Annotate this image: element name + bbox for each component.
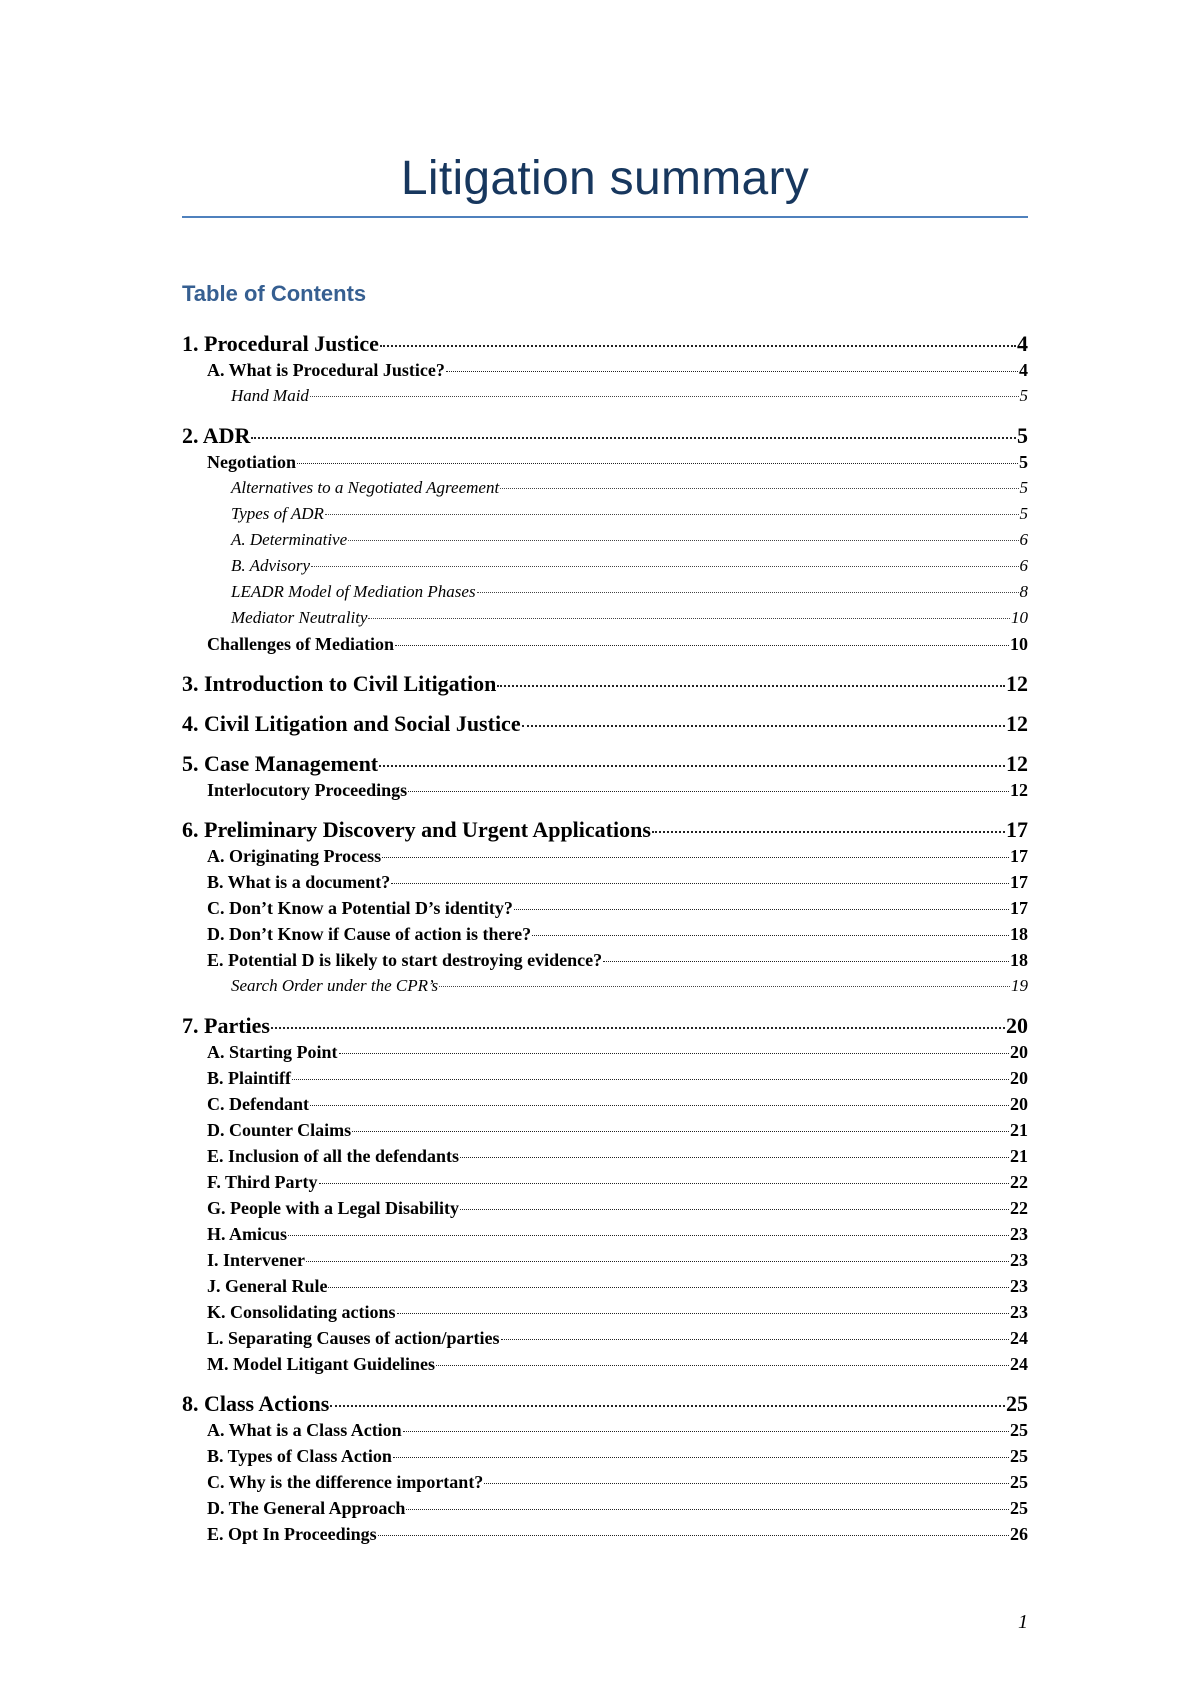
toc-dot-leader [378, 1535, 1009, 1536]
toc-entry[interactable] [182, 579, 1028, 605]
toc-entry[interactable] [182, 605, 1028, 631]
toc-entry-page: 12 [1006, 711, 1028, 736]
toc-entry-page: 19 [1011, 976, 1028, 995]
toc-entry[interactable] [182, 671, 1028, 697]
toc-entry-page: 26 [1010, 1524, 1028, 1544]
toc-entry[interactable] [182, 1195, 1028, 1221]
toc-entry[interactable] [182, 423, 1028, 449]
toc-entry[interactable] [182, 1117, 1028, 1143]
toc-entry[interactable] [182, 947, 1028, 973]
toc-entry-page: 21 [1010, 1120, 1028, 1140]
toc-entry-title: C. Why is the difference important? [207, 1472, 484, 1492]
toc-dot-leader [288, 1235, 1009, 1236]
toc-entry-title: 4. Civil Litigation and Social Justice [182, 711, 521, 736]
toc-entry-title: C. Defendant [207, 1094, 309, 1114]
toc-entry-page: 5 [1017, 423, 1028, 448]
toc-entry-page: 6 [1019, 556, 1028, 575]
toc-entry-title: E. Inclusion of all the defendants [207, 1146, 460, 1166]
toc-entry-page: 17 [1010, 872, 1028, 892]
toc-entry[interactable] [182, 553, 1028, 579]
toc-entry[interactable] [182, 527, 1028, 553]
toc-entry[interactable] [182, 1247, 1028, 1273]
toc-entry-page: 25 [1010, 1472, 1028, 1492]
toc-entry[interactable] [182, 1221, 1028, 1247]
toc-entry-page: 4 [1017, 331, 1028, 356]
toc-entry-page: 23 [1010, 1302, 1028, 1322]
toc-entry[interactable] [182, 501, 1028, 527]
toc-dot-leader [328, 1287, 1009, 1288]
toc-entry-title: 1. Procedural Justice [182, 331, 379, 356]
toc-dot-leader [603, 961, 1009, 962]
toc-entry-title: 7. Parties [182, 1013, 270, 1038]
toc-entry-title: Hand Maid [231, 386, 309, 405]
toc-entry-title: Alternatives to a Negotiated Agreement [231, 478, 500, 497]
toc-entry[interactable] [182, 357, 1028, 383]
toc-entry-title: M. Model Litigant Guidelines [207, 1354, 436, 1374]
toc-entry-page: 5 [1019, 478, 1028, 497]
toc-entry-page: 20 [1010, 1042, 1028, 1062]
toc-entry-title: H. Amicus [207, 1224, 288, 1244]
toc-dot-leader [501, 1339, 1010, 1340]
toc-entry-page: 17 [1006, 817, 1028, 842]
toc-entry-title: Challenges of Mediation [207, 634, 394, 654]
toc-entry-title: J. General Rule [207, 1276, 328, 1296]
toc-entry[interactable] [182, 817, 1028, 843]
toc-dot-leader [522, 725, 1005, 727]
toc-dot-leader [319, 1183, 1009, 1184]
toc-dot-leader [532, 935, 1009, 936]
toc-entry-title: A. What is Procedural Justice? [207, 360, 445, 380]
toc-dot-leader [368, 618, 1010, 619]
toc-entry-title: L. Separating Causes of action/parties [207, 1328, 500, 1348]
toc-entry-title: A. Originating Process [207, 846, 382, 866]
toc-entry-page: 6 [1019, 530, 1028, 549]
toc-dot-leader [460, 1157, 1009, 1158]
page-number: 1 [1018, 1611, 1028, 1633]
toc-dot-leader [393, 1457, 1009, 1458]
toc-entry-title: D. Don’t Know if Cause of action is there? [207, 924, 532, 944]
toc-entry-page: 20 [1010, 1094, 1028, 1114]
toc-dot-leader [460, 1209, 1009, 1210]
toc-entry-page: 25 [1010, 1446, 1028, 1466]
toc-dot-leader [292, 1079, 1009, 1080]
toc-dot-leader [352, 1131, 1009, 1132]
toc-entry[interactable] [182, 1325, 1028, 1351]
toc-entry[interactable] [182, 1299, 1028, 1325]
toc-entry[interactable] [182, 1273, 1028, 1299]
toc-heading: Table of Contents [182, 281, 367, 306]
toc-entry[interactable] [182, 1391, 1028, 1417]
toc-dot-leader [310, 1105, 1009, 1106]
toc-entry[interactable] [182, 777, 1028, 803]
toc-entry-page: 5 [1019, 386, 1028, 405]
toc-entry-title: E. Opt In Proceedings [207, 1524, 377, 1544]
toc-entry-page: 12 [1006, 751, 1028, 776]
toc-dot-leader [379, 765, 1005, 767]
toc-entry-title: D. Counter Claims [207, 1120, 352, 1140]
toc-dot-leader [406, 1509, 1009, 1510]
toc-entry-title: 8. Class Actions [182, 1391, 330, 1416]
toc-entry[interactable] [182, 1169, 1028, 1195]
toc-entry-page: 5 [1019, 452, 1028, 472]
toc-dot-leader [403, 1431, 1009, 1432]
toc-entry-title: A. Starting Point [207, 1042, 338, 1062]
toc-dot-leader [395, 645, 1009, 646]
toc-entry-title: D. The General Approach [207, 1498, 406, 1518]
toc-entry-title: Negotiation [207, 452, 296, 472]
toc-entry[interactable] [182, 1495, 1028, 1521]
toc-entry[interactable] [182, 1143, 1028, 1169]
toc-dot-leader [330, 1405, 1005, 1407]
toc-entry-title: A. What is a Class Action [207, 1420, 402, 1440]
toc-entry-title: 2. ADR [182, 423, 251, 448]
toc-entry-title: Interlocutory Proceedings [207, 780, 408, 800]
document-title: Litigation summary [400, 152, 810, 205]
toc-entry-title: 3. Introduction to Civil Litigation [182, 671, 497, 696]
toc-entry-page: 18 [1010, 924, 1028, 944]
toc-entry[interactable] [182, 631, 1028, 657]
toc-entry[interactable] [182, 843, 1028, 869]
toc-entry-page: 10 [1010, 634, 1028, 654]
toc-entry[interactable] [182, 711, 1028, 737]
toc-dot-leader [382, 857, 1009, 858]
toc-entry-page: 20 [1010, 1068, 1028, 1088]
toc-entry-page: 20 [1006, 1013, 1028, 1038]
toc-dot-leader [391, 883, 1009, 884]
toc-entry-page: 4 [1019, 360, 1028, 380]
toc-entry-title: 5. Case Management [182, 751, 379, 776]
toc-entry-title: I. Intervener [207, 1250, 305, 1270]
toc-dot-leader [251, 437, 1016, 439]
toc-dot-leader [311, 566, 1018, 567]
toc-dot-leader [297, 463, 1018, 464]
toc-dot-leader [348, 540, 1018, 541]
toc-entry-title: B. Plaintiff [207, 1068, 291, 1088]
toc-entry-page: 23 [1010, 1276, 1028, 1296]
toc-dot-leader [477, 592, 1019, 593]
toc-entry-page: 17 [1010, 898, 1028, 918]
toc-entry[interactable] [182, 1013, 1028, 1039]
toc-dot-leader [325, 514, 1019, 515]
toc-entry-title: Types of ADR [231, 504, 324, 523]
toc-entry-page: 21 [1010, 1146, 1028, 1166]
toc-entry-title: 6. Preliminary Discovery and Urgent Applications [182, 817, 651, 842]
toc-entry-title: G. People with a Legal Disability [207, 1198, 459, 1218]
toc-entry-page: 25 [1010, 1498, 1028, 1518]
toc-entry[interactable] [182, 475, 1028, 501]
toc-entry-title: Mediator Neutrality [231, 608, 368, 627]
toc-entry[interactable] [182, 751, 1028, 777]
toc-entry-page: 23 [1010, 1250, 1028, 1270]
toc-dot-leader [380, 345, 1016, 347]
toc-entry[interactable] [182, 1521, 1028, 1547]
toc-entry-page: 12 [1010, 780, 1028, 800]
toc-entry[interactable] [182, 1443, 1028, 1469]
toc-entry-title: E. Potential D is likely to start destroying evidence? [207, 950, 603, 970]
toc-entry-title: Search Order under the CPR’s [231, 976, 439, 995]
toc-entry-title: K. Consolidating actions [207, 1302, 396, 1322]
toc-dot-leader [439, 986, 1010, 987]
toc-dot-leader [484, 1483, 1009, 1484]
toc-entry-page: 25 [1006, 1391, 1028, 1416]
toc-entry-title: B. Advisory [231, 556, 311, 575]
toc-entry-title: B. Types of Class Action [207, 1446, 392, 1466]
toc-entry-title: C. Don’t Know a Potential D’s identity? [207, 898, 513, 918]
toc-dot-leader [514, 909, 1009, 910]
toc-dot-leader [446, 371, 1018, 372]
toc-entry[interactable] [182, 869, 1028, 895]
toc-entry[interactable] [182, 1469, 1028, 1495]
toc-entry-page: 25 [1010, 1420, 1028, 1440]
title-underline [182, 216, 1028, 218]
toc-entry-page: 22 [1010, 1198, 1028, 1218]
toc-entry[interactable] [182, 1039, 1028, 1065]
toc-entry-page: 17 [1010, 846, 1028, 866]
toc-dot-leader [436, 1365, 1009, 1366]
toc-entry-page: 24 [1010, 1328, 1028, 1348]
toc-entry[interactable] [182, 973, 1028, 999]
toc-entry-page: 22 [1010, 1172, 1028, 1192]
toc-dot-leader [397, 1313, 1009, 1314]
toc-entry[interactable] [182, 1091, 1028, 1117]
toc-entry-page: 8 [1019, 582, 1028, 601]
toc-dot-leader [306, 1261, 1009, 1262]
toc-entry-title: LEADR Model of Mediation Phases [231, 582, 476, 601]
toc-entry[interactable] [182, 1351, 1028, 1377]
toc-dot-leader [310, 396, 1019, 397]
table-of-contents [182, 331, 1028, 1547]
toc-dot-leader [497, 685, 1005, 687]
toc-entry-page: 10 [1011, 608, 1028, 627]
toc-entry-page: 23 [1010, 1224, 1028, 1244]
toc-entry[interactable] [182, 921, 1028, 947]
toc-entry-page: 24 [1010, 1354, 1028, 1374]
toc-dot-leader [271, 1027, 1005, 1029]
toc-entry[interactable] [182, 895, 1028, 921]
toc-entry-title: F. Third Party [207, 1172, 318, 1192]
toc-dot-leader [339, 1053, 1010, 1054]
toc-entry[interactable] [182, 383, 1028, 409]
toc-dot-leader [500, 488, 1018, 489]
toc-entry-title: B. What is a document? [207, 872, 391, 892]
toc-entry[interactable] [182, 1417, 1028, 1443]
toc-entry[interactable] [182, 449, 1028, 475]
toc-entry-title: A. Determinative [231, 530, 348, 549]
toc-entry[interactable] [182, 331, 1028, 357]
toc-dot-leader [652, 831, 1005, 833]
toc-entry[interactable] [182, 1065, 1028, 1091]
toc-entry-page: 5 [1019, 504, 1028, 523]
toc-entry-page: 18 [1010, 950, 1028, 970]
toc-entry-page: 12 [1006, 671, 1028, 696]
toc-dot-leader [408, 791, 1009, 792]
